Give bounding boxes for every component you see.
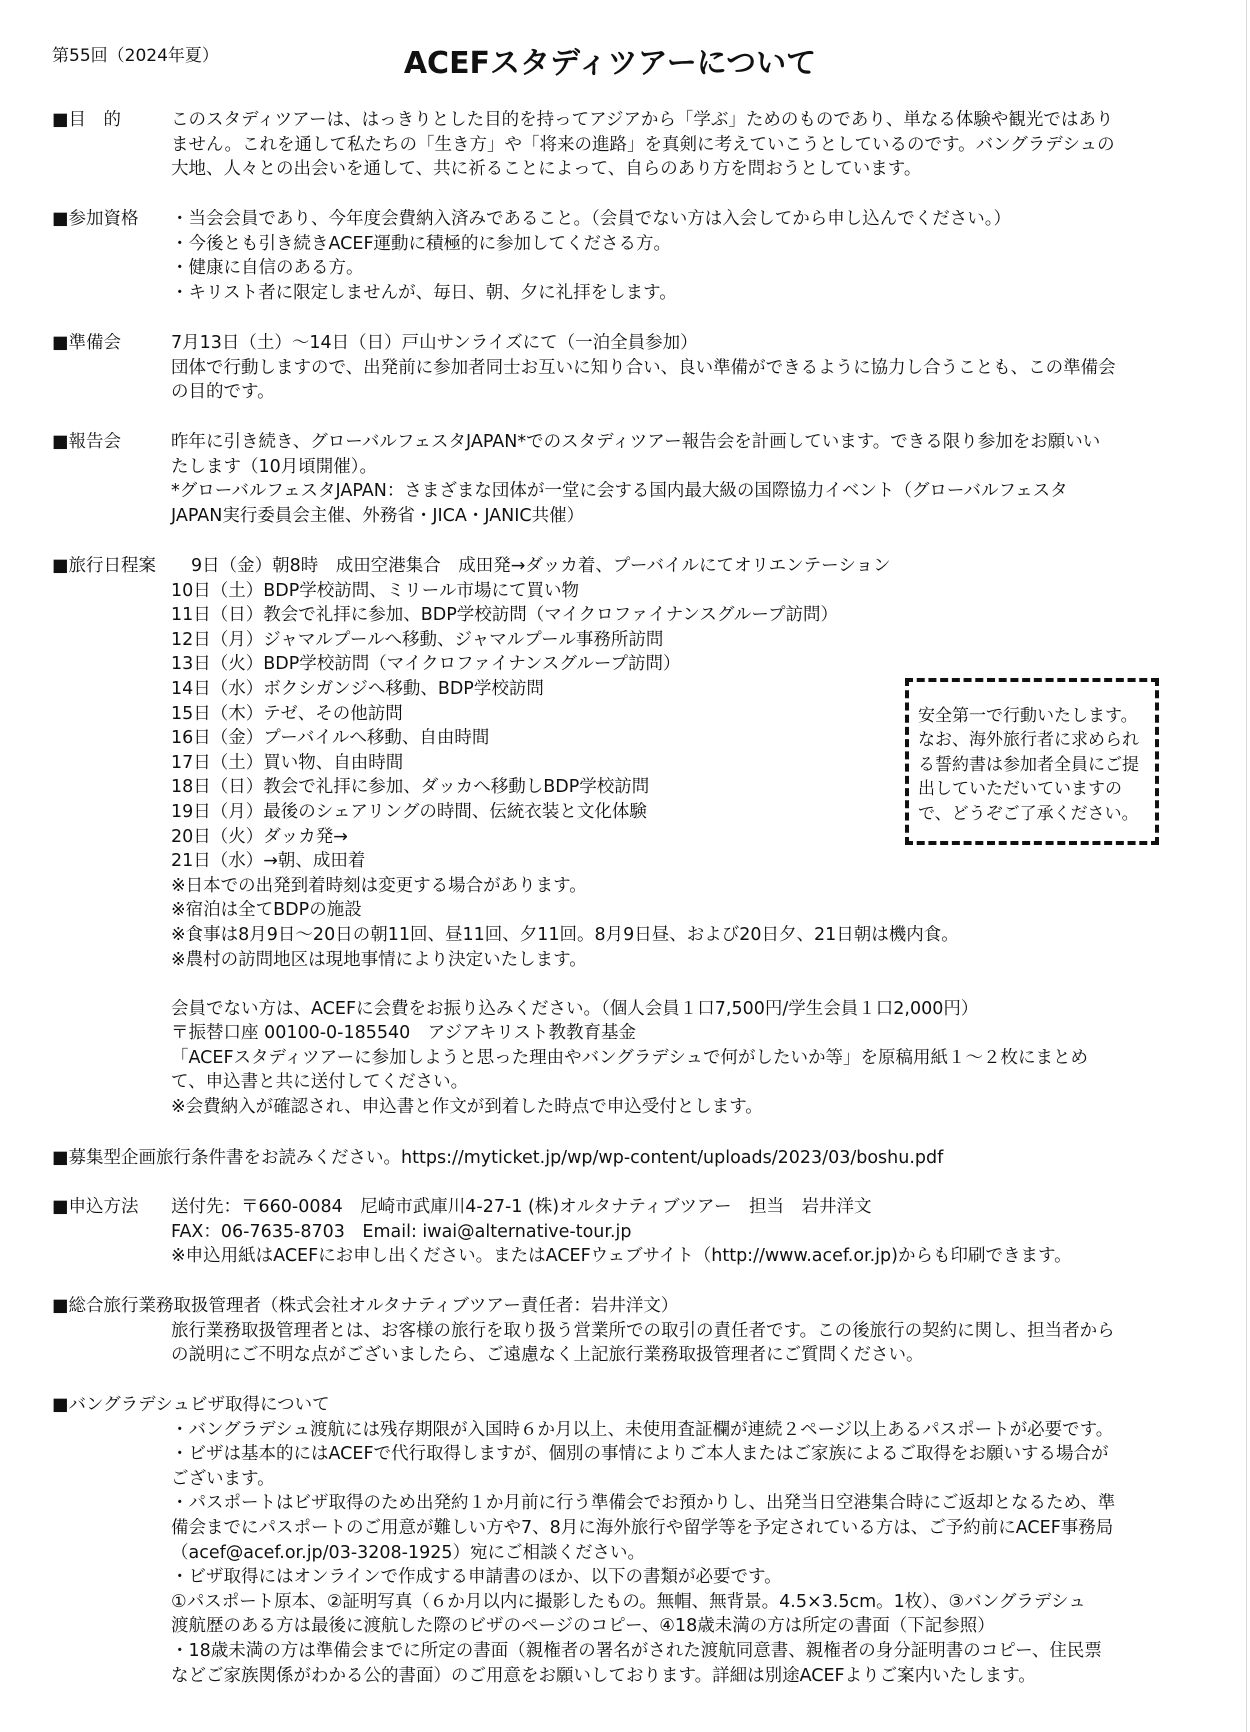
visa-line: ございます。 — [171, 1468, 275, 1489]
manager-line: の説明にご不明な点がございましたら、ご遠慮なく上記旅行業務取扱管理者にご質問ください。 — [171, 1345, 924, 1366]
section-label: ■準備会 — [52, 333, 122, 353]
visa-line: などご家族関係がわかる公的書面）のご用意をお願いしております。詳細は別途ACEFよりご案内いたします。 — [171, 1665, 1036, 1686]
itinerary-note: ※宿泊は全てBDPの施設 — [171, 900, 362, 921]
section-eligibility — [52, 207, 1190, 305]
section-label: ■目 的 — [52, 110, 122, 130]
section-report — [52, 430, 1190, 528]
section-preparation — [52, 331, 1190, 405]
section-purpose — [52, 108, 1190, 182]
page-title: ACEFスタディツアーについて — [403, 46, 817, 81]
safety-notice-line: 安全第一で行動いたします。 — [918, 706, 1138, 726]
itinerary-day: 17日（土）買い物、自由時間 — [171, 752, 404, 773]
itinerary-day: 11日（日）教会で礼拝に参加、BDP学校訪問（マイクロファイナンスグループ訪問） — [171, 605, 838, 626]
section-manager — [52, 1294, 1190, 1368]
eligibility-line: ・健康に自信のある方。 — [171, 258, 364, 279]
eligibility-line: ・今後とも引き続きACEF運動に積極的に参加してくださる方。 — [171, 233, 672, 254]
report-line: JAPAN実行委員会主催、外務省・JICA・JANIC共催） — [171, 505, 585, 526]
section-label: ■参加資格 — [52, 209, 139, 229]
visa-line: ①パスポート原本、②証明写真（６か月以内に撮影したもの。無帽、無背景。4.5×3.5cm。1枚）、③バングラデシュ — [171, 1591, 1086, 1612]
safety-notice-line: なお、海外旅行者に求められ — [918, 730, 1139, 751]
eligibility-line: ・当会会員であり、今年度会費納入済みであること。（会員でない方は入会してから申し込んでください。） — [171, 209, 1011, 229]
report-line: *グローバルフェスタJAPAN：さまざまな団体が一堂に会する国内最大級の国際協力イベント（グローバルフェスタ — [171, 481, 1068, 502]
application-line: ※申込用紙はACEFにお申し出ください。またはACEFウェブサイト（http://www.acef.or.jp)からも印刷できます。 — [171, 1246, 1072, 1267]
visa-line: ・ビザは基本的にはACEFで代行取得しますが、個別の事情によりご本人またはご家族によるご取得をお願いする場合が — [171, 1444, 1109, 1465]
itinerary-note: ※農村の訪問地区は現地事情により決定いたします。 — [171, 949, 587, 970]
conditions-line: ■募集型企画旅行条件書をお読みください。https://myticket.jp/wp/wp-content/uploads/2023/03/boshu.pdf — [52, 1148, 944, 1168]
purpose-line: ません。これを通して私たちの「生き方」や「将来の進路」を真剣に考えていこうとしているのです。バングラデシュの — [171, 134, 1115, 155]
report-line: たします（10月頃開催）。 — [171, 456, 378, 477]
visa-line: 備会までにパスポートのご用意が難しい方や7、8月に海外旅行や留学等を予定されている方は、ご予約前にACEF事務局 — [171, 1517, 1114, 1538]
itinerary-day: 20日（火）ダッカ発→ — [171, 826, 348, 847]
visa-line: ・バングラデシュ渡航には残存期限が入国時６か月以上、未使用査証欄が連続２ページ以上あるパスポートが必要です。 — [171, 1419, 1114, 1440]
preparation-line: 団体で行動しますので、出発前に参加者同士お互いに知り合い、良い準備ができるように協力し合うことも、この準備会 — [171, 357, 1116, 378]
itinerary-day: 12日（月）ジャマルプールへ移動、ジャマルプール事務所訪問 — [171, 629, 664, 650]
membership-line: 「ACEFスタディツアーに参加しようと思った理由やバングラデシュで何がしたいか等」を原稿用紙１～２枚にまとめ — [171, 1047, 1089, 1068]
purpose-line: 大地、人々との出会いを通して、共に祈ることによって、自らのあり方を問おうとしています。 — [171, 159, 922, 180]
section-label: ■申込方法 — [52, 1197, 139, 1217]
visa-line: ・18歳未満の方は準備会までに所定の書面（親権者の署名がされた渡航同意書、親権者の身分証明書のコピー、住民票 — [171, 1640, 1102, 1661]
itinerary-day: 10日（土）BDP学校訪問、ミリール市場にて買い物 — [171, 580, 579, 601]
visa-line: 渡航歴のある方は最後に渡航した際のビザのページのコピー、④18歳未満の方は所定の書面（下記参照） — [171, 1616, 995, 1637]
preparation-line: 7月13日（土）～14日（日）戸山サンライズにて（一泊全員参加） — [171, 333, 698, 353]
edition-label: 第55回（2024年夏） — [52, 46, 219, 66]
safety-notice-line: 出していただいていますの — [918, 779, 1122, 800]
membership-line: 〒振替口座 00100-0-185540 アジアキリスト教教育基金 — [171, 1023, 637, 1044]
membership-line: て、申込書と共に送付してください。 — [171, 1072, 469, 1093]
membership-line: ※会費納入が確認され、申込書と作文が到着した時点で申込受付とします。 — [171, 1097, 763, 1118]
visa-line: ・ビザ取得にはオンラインで作成する申請書のほか、以下の書類が必要です。 — [171, 1567, 782, 1588]
itinerary-day: 19日（月）最後のシェアリングの時間、伝統衣装と文化体験 — [171, 801, 647, 822]
section-heading: ■バングラデシュビザ取得について — [52, 1395, 330, 1415]
eligibility-line: ・キリスト者に限定しませんが、毎日、朝、夕に礼拝をします。 — [171, 282, 677, 303]
itinerary-day: 21日（水）→朝、成田着 — [171, 851, 366, 872]
itinerary-note: ※食事は8月9日～20日の朝11回、昼11回、夕11回。8月9日昼、および20日夕、21日朝は機内食。 — [171, 924, 959, 945]
application-line: FAX：06-7635-8703 Email: iwai@alternative-tour.jp — [171, 1221, 632, 1242]
itinerary-note: ※日本での出発到着時刻は変更する場合があります。 — [171, 875, 587, 896]
visa-line: （acef@acef.or.jp/03-3208-1925）宛にご相談ください。 — [171, 1542, 646, 1563]
itinerary-day: 16日（金）プーバイルへ移動、自由時間 — [171, 728, 490, 749]
section-application — [52, 1195, 1190, 1269]
itinerary-day: 13日（火）BDP学校訪問（マイクロファイナンスグループ訪問） — [171, 654, 681, 675]
itinerary-day: 18日（日）教会で礼拝に参加、ダッカへ移動しBDP学校訪問 — [171, 777, 650, 798]
safety-notice-line: で、どうぞご了承ください。 — [918, 803, 1139, 824]
visa-line: ・パスポートはビザ取得のため出発約１か月前に行う準備会でお預かりし、出発当日空港集合時にご返却となるため、準 — [171, 1493, 1116, 1514]
application-line: 送付先：〒660-0084 尼崎市武庫川4-27-1 (株)オルタナティブツアー 担当 岩井洋文 — [171, 1197, 872, 1217]
section-heading: ■総合旅行業務取扱管理者（株式会社オルタナティブツアー責任者：岩井洋文） — [52, 1296, 679, 1316]
section-visa — [52, 1393, 1190, 1688]
section-label: ■報告会 — [52, 432, 122, 452]
itinerary-day: 14日（水）ボクシガンジへ移動、BDP学校訪問 — [171, 678, 544, 699]
report-line: 昨年に引き続き、グローバルフェスタJAPAN*でのスタディツアー報告会を計画しています。できる限り参加をお願いい — [171, 432, 1101, 452]
section-conditions — [52, 1146, 1190, 1171]
itinerary-day: 9日（金）朝8時 成田空港集合 成田発→ダッカ着、プーバイルにてオリエンテーション — [191, 556, 891, 576]
manager-line: 旅行業務取扱管理者とは、お客様の旅行を取り扱う営業所での取引の責任者です。この後旅行の契約に関し、担当者から — [171, 1320, 1115, 1341]
safety-notice-line: る誓約書は参加者全員にご提 — [918, 754, 1139, 775]
preparation-line: の目的です。 — [171, 382, 275, 403]
page-edge-line — [1246, 0, 1247, 1732]
purpose-line: このスタディツアーは、はっきりとした目的を持ってアジアから「学ぶ」ためのものであり、単なる体験や観光ではあり — [171, 110, 1114, 130]
membership-line: 会員でない方は、ACEFに会費をお振り込みください。（個人会員１口7,500円/学生会員１口2,000円） — [171, 998, 979, 1019]
section-label: ■旅行日程案 — [52, 556, 157, 576]
itinerary-day: 15日（木）テゼ、その他訪問 — [171, 703, 403, 724]
safety-notice-box — [905, 678, 1159, 845]
